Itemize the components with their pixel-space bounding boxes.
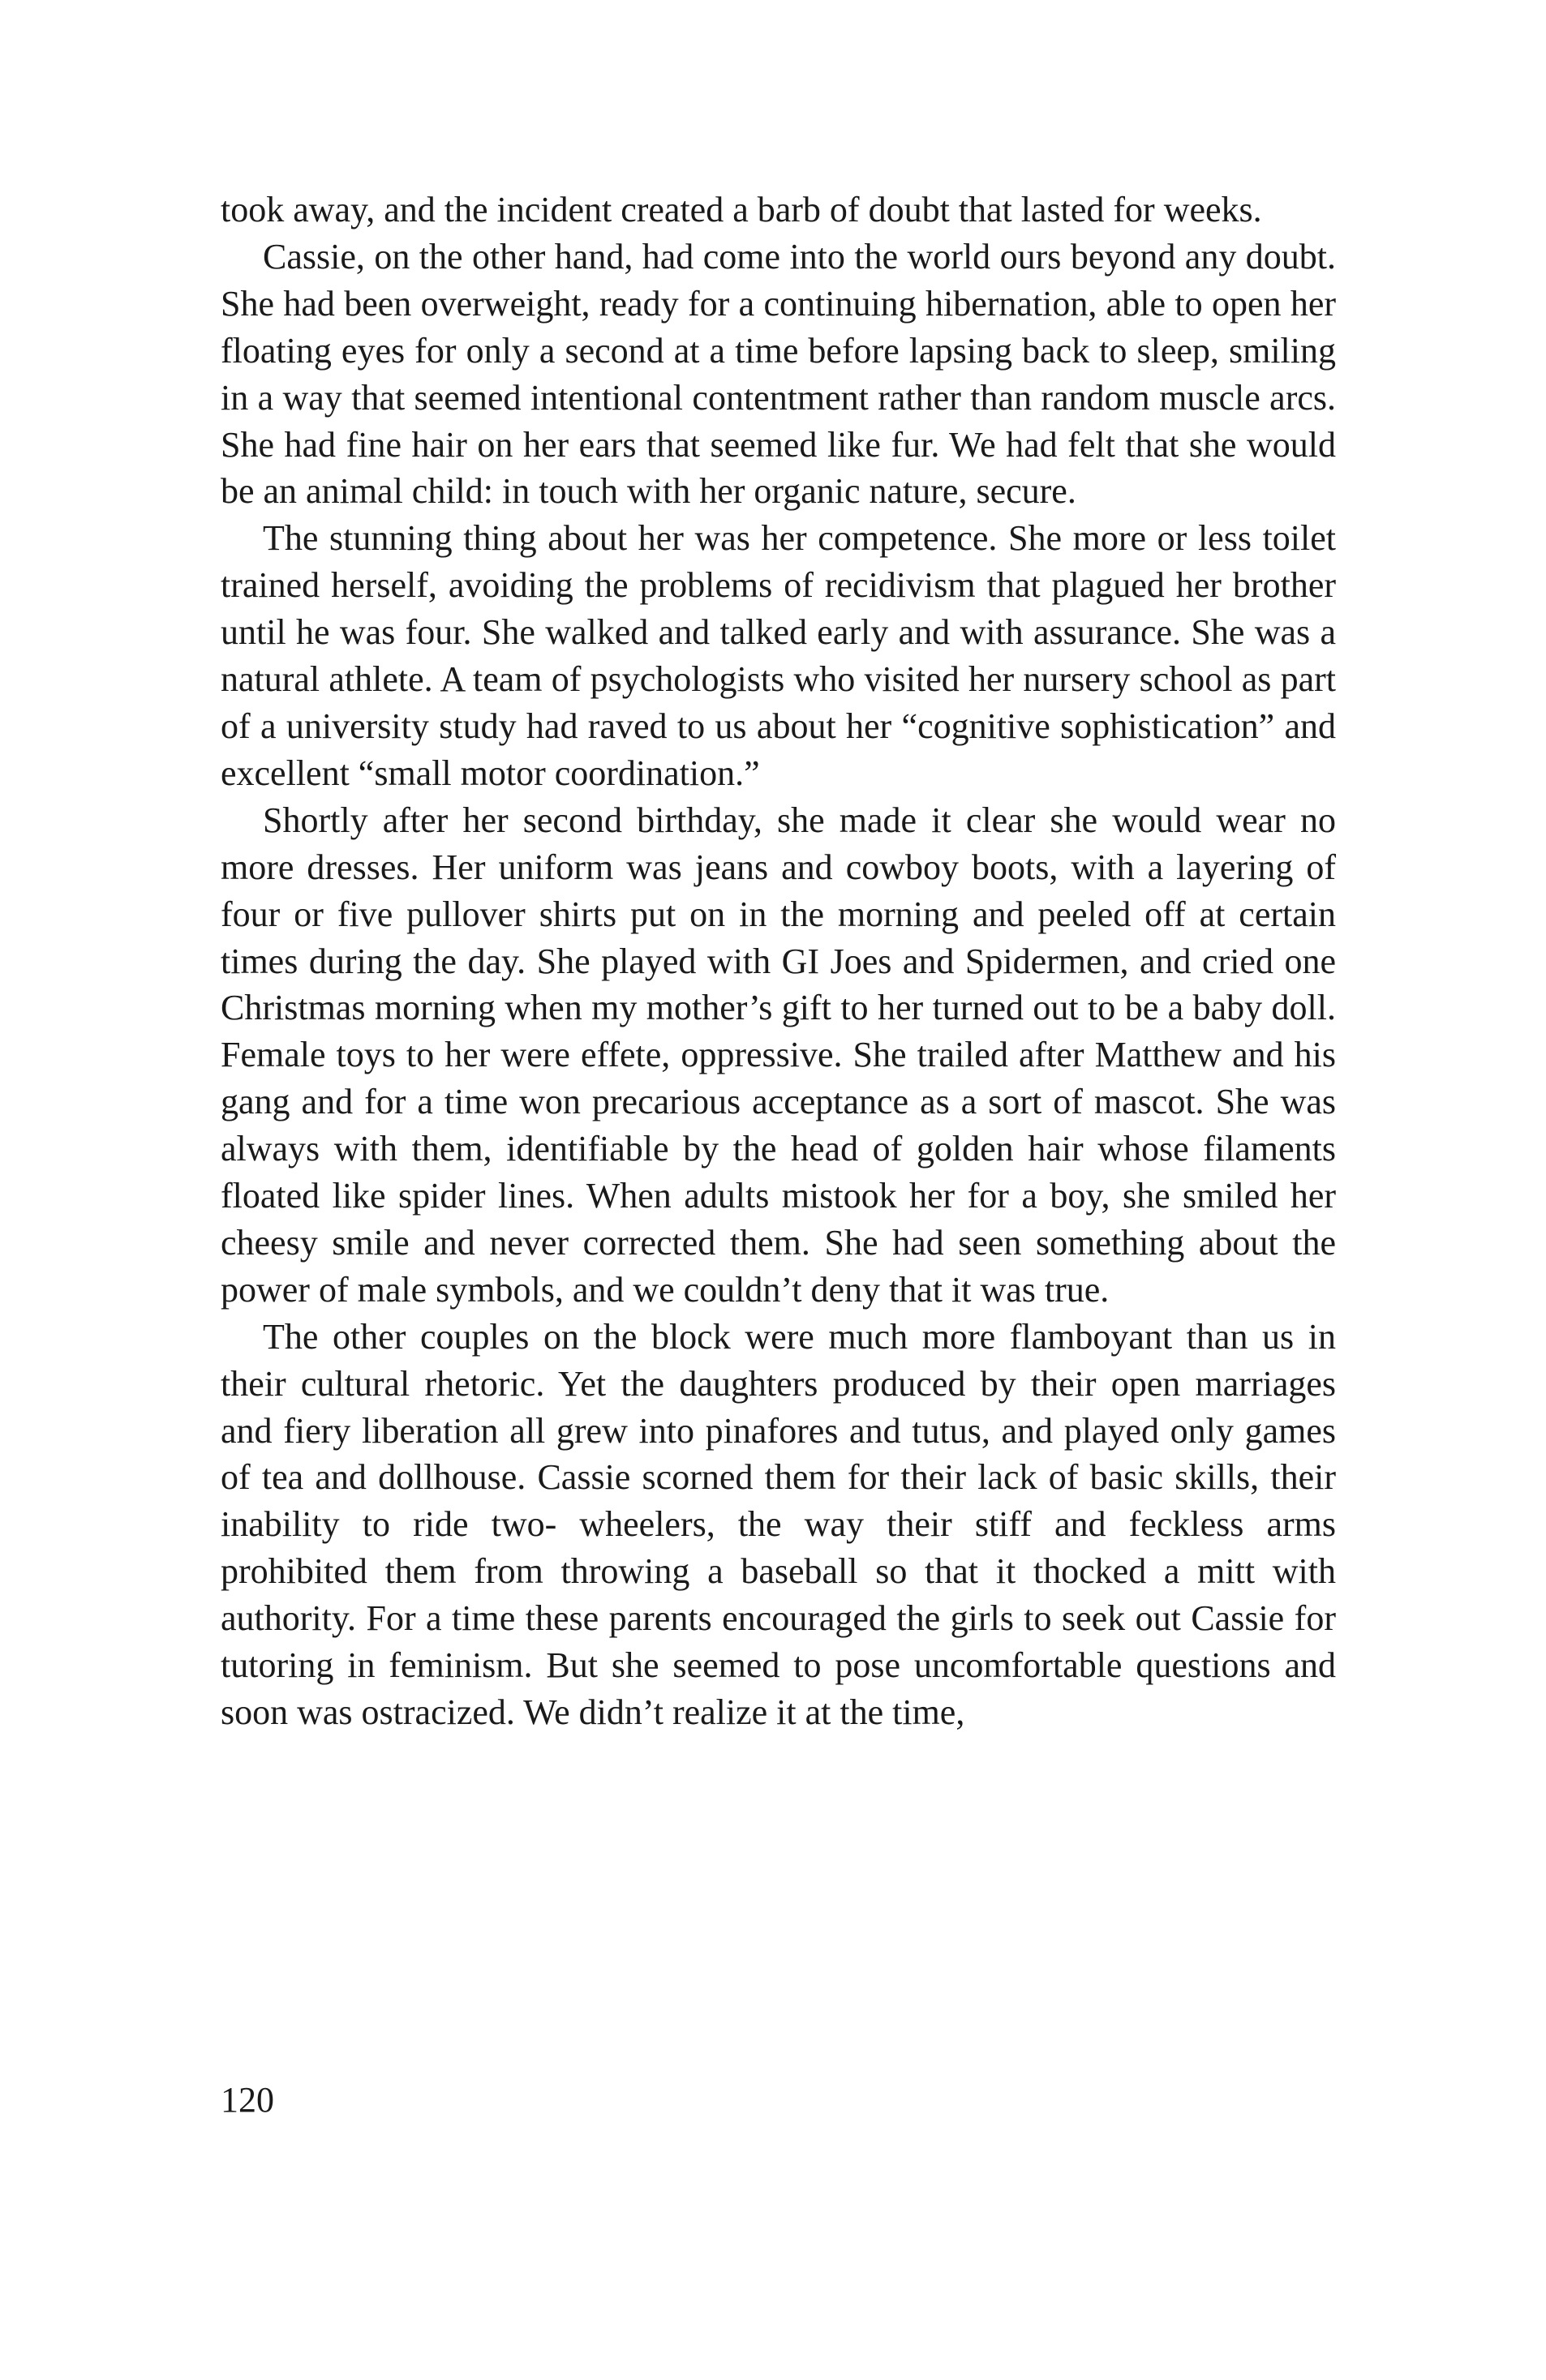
paragraph-other-couples: The other couples on the block were much more flamboyant than us in their cultural rhetoric. Yet the daughters produced by their open marriages and fiery liberation all grew into pinafores and tutus, and played only games of tea and dollhouse. Cassie scorned them for their lack of basic skills, their inability to ride two- wheelers, the way their stiff and feckless arms prohibited them from throwing a baseball so that it thocked a mitt with authority. For a time these parents encouraged the girls to seek out Cassie for tutoring in feminism. But she seemed to pose uncomfortable questions and soon was ostracized. We didn’t realize it at the time, (221, 1316, 1336, 1732)
body-text (221, 187, 1336, 1736)
paragraph-competence: The stunning thing about her was her competence. She more or less toilet trained herself, avoiding the problems of recidivism that plagued her brother until he was four. She walked and talked early and with assurance. She was a natural athlete. A team of psychologists who visited her nursery school as part of a university study had raved to us about her “cognitive sophistication” and excellent “small motor coordination.” (221, 518, 1336, 793)
page-number: 120 (221, 2080, 274, 2120)
paragraph-second-birthday: Shortly after her second birthday, she made it clear she would wear no more dresses. Her uniform was jeans and cowboy boots, with a layering of four or five pullover shirts put on in the morning and peeled off at certain times during the day. She played with GI Joes and Spidermen, and cried one Christmas morning when my mother’s gift to her turned out to be a baby doll. Female toys to her were effete, oppressive. She trailed after Matthew and his gang and for a time won precarious acceptance as a sort of mascot. She was always with them, identifiable by the head of golden hair whose filaments floated like spider lines. When adults mistook her for a boy, she smiled her cheesy smile and never corrected them. She had seen something about the power of male symbols, and we couldn’t deny that it was true. (221, 800, 1336, 1310)
paragraph-cassie-birth: Cassie, on the other hand, had come into the world ours beyond any doubt. She had been overweight, ready for a continuing hibernation, able to open her floating eyes for only a second at a time before lapsing back to sleep, smiling in a way that seemed intentional contentment rather than random muscle arcs. She had fine hair on her ears that seemed like fur. We had felt that she would be an animal child: in touch with her organic nature, secure. (221, 236, 1336, 512)
paragraph-continuation: took away, and the incident created a barb of doubt that lasted for weeks. (221, 190, 1262, 229)
